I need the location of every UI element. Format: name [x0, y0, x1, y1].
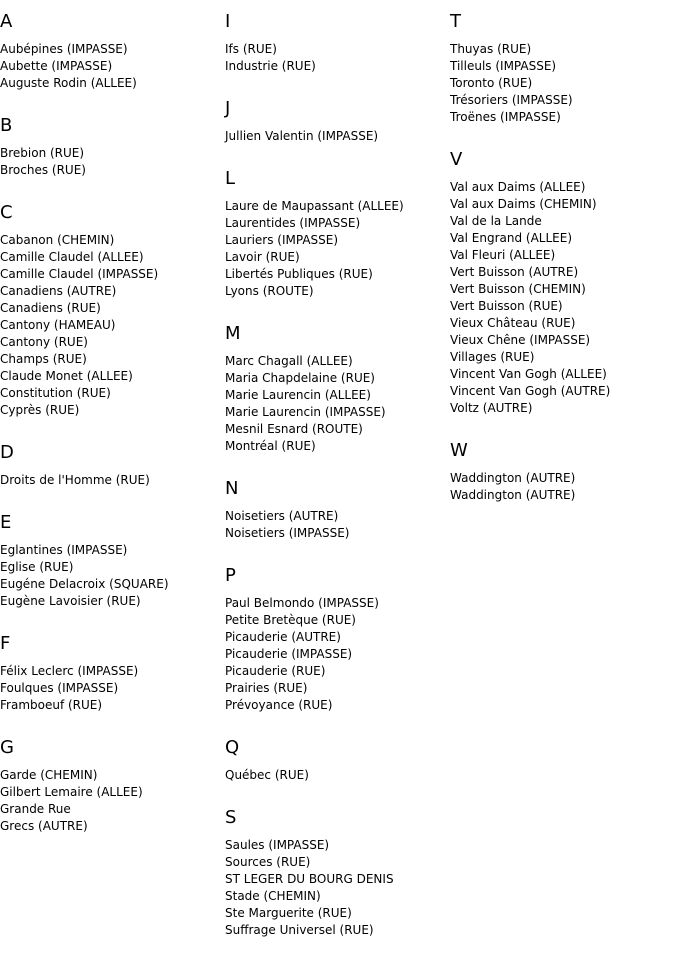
street-item: Aubépines (IMPASSE)	[0, 42, 128, 56]
letter-heading: T	[450, 11, 461, 32]
street-item: Vincent Van Gogh (AUTRE)	[450, 384, 611, 398]
street-item: Val aux Daims (CHEMIN)	[450, 197, 597, 211]
street-item: Champs (RUE)	[0, 352, 87, 366]
street-item: Eugène Lavoisier (RUE)	[0, 594, 141, 608]
letter-heading: N	[225, 478, 239, 499]
street-list	[225, 128, 449, 145]
street-item: Picauderie (IMPASSE)	[225, 647, 353, 661]
street-item: Claude Monet (ALLEE)	[0, 369, 133, 383]
letter-group-d	[0, 442, 224, 489]
street-list	[225, 508, 449, 542]
street-item: Lavoir (RUE)	[225, 250, 300, 264]
letter-group-p	[225, 565, 449, 714]
street-item: Maria Chapdelaine (RUE)	[225, 371, 375, 385]
street-item: Petite Bretèque (RUE)	[225, 613, 356, 627]
street-item: Vieux Chêne (IMPASSE)	[450, 333, 591, 347]
street-item: Suffrage Universel (RUE)	[225, 923, 374, 937]
street-item: Toronto (RUE)	[450, 76, 533, 90]
street-item: Eugéne Delacroix (SQUARE)	[0, 577, 169, 591]
street-item: Canadiens (RUE)	[0, 301, 101, 315]
letter-group-q	[225, 737, 449, 784]
street-item: Vert Buisson (RUE)	[450, 299, 563, 313]
street-item: Gilbert Lemaire (ALLEE)	[0, 785, 143, 799]
letter-group-n	[225, 478, 449, 542]
street-item: Brebion (RUE)	[0, 146, 85, 160]
letter-group-e	[0, 512, 224, 610]
street-item: Vert Buisson (AUTRE)	[450, 265, 579, 279]
street-item: Vert Buisson (CHEMIN)	[450, 282, 586, 296]
letter-group-f	[0, 633, 224, 714]
letter-group-b	[0, 115, 224, 179]
letter-heading: S	[225, 807, 237, 828]
letter-group-s	[225, 807, 449, 939]
street-list	[0, 232, 224, 419]
street-list	[225, 767, 449, 784]
index-column-1	[0, 11, 224, 858]
letter-heading: G	[0, 737, 14, 758]
street-item: Cantony (RUE)	[0, 335, 88, 349]
street-item: Waddington (AUTRE)	[450, 488, 576, 502]
street-item: Industrie (RUE)	[225, 59, 316, 73]
street-item: Val de la Lande	[450, 214, 542, 228]
street-item: Laure de Maupassant (ALLEE)	[225, 199, 404, 213]
street-item: Val Engrand (ALLEE)	[450, 231, 573, 245]
letter-group-w	[450, 440, 674, 504]
street-item: Lauriers (IMPASSE)	[225, 233, 339, 247]
street-item: Jullien Valentin (IMPASSE)	[225, 129, 379, 143]
street-item: Troënes (IMPASSE)	[450, 110, 561, 124]
index-column-3	[450, 11, 674, 527]
street-list	[225, 198, 449, 300]
street-list	[0, 663, 224, 714]
index-column-2	[225, 11, 449, 962]
street-item: Lyons (ROUTE)	[225, 284, 314, 298]
street-item: Stade (CHEMIN)	[225, 889, 321, 903]
street-item: Aubette (IMPASSE)	[0, 59, 113, 73]
letter-heading: J	[225, 98, 231, 119]
street-list	[0, 41, 224, 92]
street-item: Val aux Daims (ALLEE)	[450, 180, 586, 194]
street-item: Marie Laurencin (ALLEE)	[225, 388, 371, 402]
street-item: Eglantines (IMPASSE)	[0, 543, 128, 557]
street-list	[0, 145, 224, 179]
street-item: Laurentides (IMPASSE)	[225, 216, 361, 230]
street-item: Constitution (RUE)	[0, 386, 111, 400]
street-list	[450, 41, 674, 126]
street-item: Trésoriers (IMPASSE)	[450, 93, 573, 107]
letter-group-j	[225, 98, 449, 145]
letter-group-i	[225, 11, 449, 75]
street-list	[450, 179, 674, 417]
street-item: Ste Marguerite (RUE)	[225, 906, 352, 920]
street-item: Noisetiers (AUTRE)	[225, 509, 339, 523]
street-item: ST LEGER DU BOURG DENIS	[225, 872, 394, 886]
letter-heading: E	[0, 512, 12, 533]
street-item: Sources (RUE)	[225, 855, 311, 869]
letter-group-t	[450, 11, 674, 126]
street-list	[225, 595, 449, 714]
street-item: Marc Chagall (ALLEE)	[225, 354, 353, 368]
letter-heading: M	[225, 323, 241, 344]
street-item: Camille Claudel (ALLEE)	[0, 250, 144, 264]
letter-group-c	[0, 202, 224, 419]
street-item: Vieux Château (RUE)	[450, 316, 576, 330]
street-item: Picauderie (RUE)	[225, 664, 326, 678]
street-item: Framboeuf (RUE)	[0, 698, 103, 712]
letter-heading: C	[0, 202, 13, 223]
street-item: Val Fleuri (ALLEE)	[450, 248, 556, 262]
street-item: Grecs (AUTRE)	[0, 819, 88, 833]
letter-group-v	[450, 149, 674, 417]
street-item: Villages (RUE)	[450, 350, 535, 364]
street-item: Waddington (AUTRE)	[450, 471, 576, 485]
street-item: Québec (RUE)	[225, 768, 309, 782]
letter-heading: V	[450, 149, 463, 170]
street-list	[0, 767, 224, 835]
letter-heading: I	[225, 11, 231, 32]
street-item: Grande Rue	[0, 802, 71, 816]
street-item: Broches (RUE)	[0, 163, 86, 177]
letter-heading: B	[0, 115, 13, 136]
street-item: Canadiens (AUTRE)	[0, 284, 117, 298]
letter-heading: A	[0, 11, 13, 32]
letter-heading: D	[0, 442, 14, 463]
street-item: Saules (IMPASSE)	[225, 838, 330, 852]
street-item: Ifs (RUE)	[225, 42, 277, 56]
street-item: Cantony (HAMEAU)	[0, 318, 116, 332]
street-item: Eglise (RUE)	[0, 560, 74, 574]
letter-heading: F	[0, 633, 11, 654]
street-list	[0, 542, 224, 610]
street-list	[0, 472, 224, 489]
street-item: Vincent Van Gogh (ALLEE)	[450, 367, 607, 381]
street-item: Thuyas (RUE)	[450, 42, 532, 56]
street-item: Libertés Publiques (RUE)	[225, 267, 373, 281]
street-list	[225, 353, 449, 455]
letter-group-a	[0, 11, 224, 92]
street-item: Voltz (AUTRE)	[450, 401, 533, 415]
letter-group-g	[0, 737, 224, 835]
street-item: Prévoyance (RUE)	[225, 698, 333, 712]
street-item: Paul Belmondo (IMPASSE)	[225, 596, 379, 610]
street-item: Noisetiers (IMPASSE)	[225, 526, 350, 540]
street-list	[225, 41, 449, 75]
street-item: Mesnil Esnard (ROUTE)	[225, 422, 363, 436]
letter-group-l	[225, 168, 449, 300]
street-item: Picauderie (AUTRE)	[225, 630, 341, 644]
letter-heading: W	[450, 440, 468, 461]
street-item: Foulques (IMPASSE)	[0, 681, 119, 695]
letter-group-m	[225, 323, 449, 455]
letter-heading: Q	[225, 737, 240, 758]
street-item: Garde (CHEMIN)	[0, 768, 98, 782]
street-item: Cabanon (CHEMIN)	[0, 233, 115, 247]
street-item: Montréal (RUE)	[225, 439, 316, 453]
street-item: Marie Laurencin (IMPASSE)	[225, 405, 386, 419]
street-item: Droits de l'Homme (RUE)	[0, 473, 150, 487]
street-list	[450, 470, 674, 504]
letter-heading: P	[225, 565, 236, 586]
street-item: Camille Claudel (IMPASSE)	[0, 267, 159, 281]
street-item: Tilleuls (IMPASSE)	[450, 59, 557, 73]
street-item: Prairies (RUE)	[225, 681, 308, 695]
street-item: Cyprès (RUE)	[0, 403, 80, 417]
street-item: Félix Leclerc (IMPASSE)	[0, 664, 139, 678]
letter-heading: L	[225, 168, 236, 189]
street-item: Auguste Rodin (ALLEE)	[0, 76, 137, 90]
street-list	[225, 837, 449, 939]
